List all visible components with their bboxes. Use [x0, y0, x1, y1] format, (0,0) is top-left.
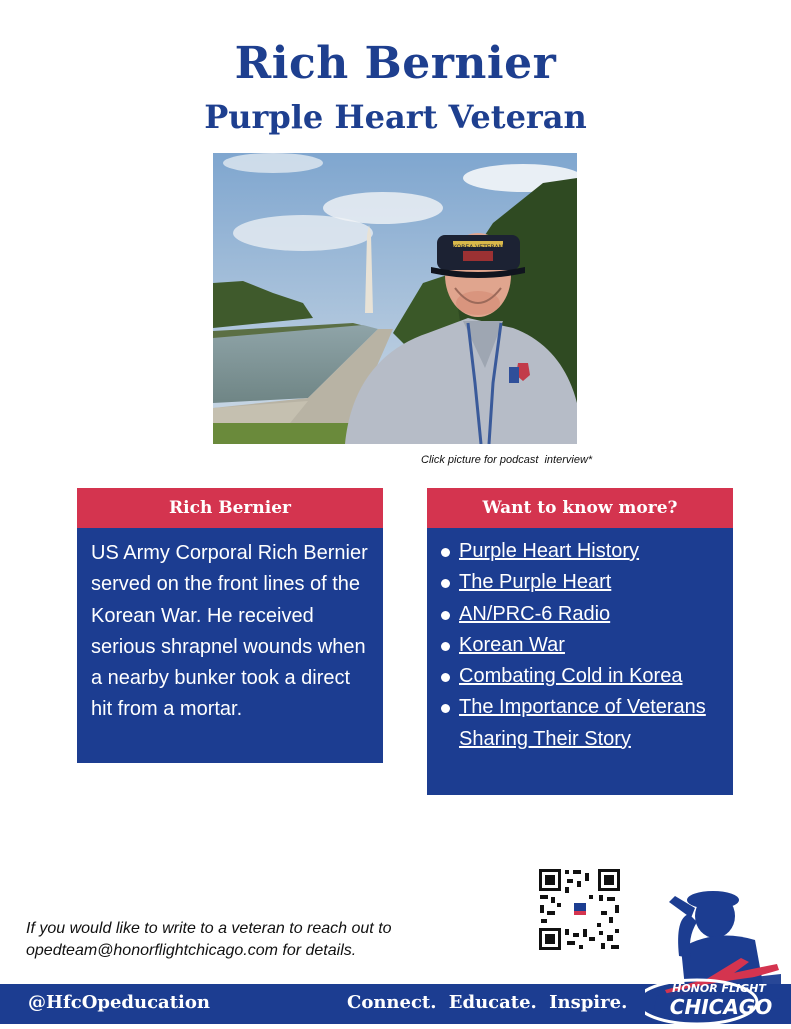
photo-caption: Click picture for podcast interview* [421, 454, 593, 466]
link-the-purple-heart[interactable]: The Purple Heart [459, 571, 612, 594]
list-item [439, 599, 723, 630]
list-item [439, 536, 723, 567]
link-korean-war[interactable]: Korean War [459, 633, 565, 656]
bio-box [77, 488, 383, 763]
honor-flight-logo [645, 878, 785, 1024]
saluting-soldier-logo-icon [645, 878, 785, 1024]
list-item [439, 567, 723, 598]
list-item [439, 661, 723, 692]
link-veterans-sharing-story[interactable]: The Importance of Veterans Sharing Their Story [459, 696, 706, 750]
contact-line-2: opedteam@honorflightchicago.com for details. [26, 942, 357, 959]
link-an-prc-6-radio[interactable]: AN/PRC-6 Radio [459, 602, 611, 625]
bio-text: US Army Corporal Rich Bernier served on the front lines of the Korean War. He received serious shrapnel wounds when a nearby bunker took a direct hit from a mortar. [91, 542, 368, 721]
link-combating-cold[interactable]: Combating Cold in Korea [459, 665, 683, 688]
veteran-photo-link[interactable] [213, 153, 577, 444]
links-box [427, 488, 733, 795]
list-item [439, 692, 723, 755]
logo-text-chicago: CHICAGO [669, 995, 773, 1019]
link-purple-heart-history[interactable]: Purple Heart History [459, 540, 640, 562]
hat-badge-text: KOREA VETERAN [452, 244, 504, 251]
social-handle: @HfcOpeducation [28, 992, 210, 1013]
contact-note [26, 918, 392, 962]
qr-code[interactable] [537, 867, 622, 952]
qr-code-icon [537, 867, 622, 952]
veteran-photo [213, 153, 577, 444]
links-box-heading: Want to know more? [427, 488, 733, 528]
list-item [439, 630, 723, 661]
tagline: Connect. Educate. Inspire. [347, 992, 628, 1013]
resource-links-list [427, 528, 733, 755]
page-subtitle: Purple Heart Veteran [204, 98, 587, 136]
bio-box-heading: Rich Bernier [77, 488, 383, 528]
page-title: Rich Bernier [234, 38, 557, 89]
contact-line-1: If you would like to write to a veteran to reach out to [26, 920, 392, 937]
logo-text-honor-flight: HONOR FLIGHT [672, 982, 766, 995]
